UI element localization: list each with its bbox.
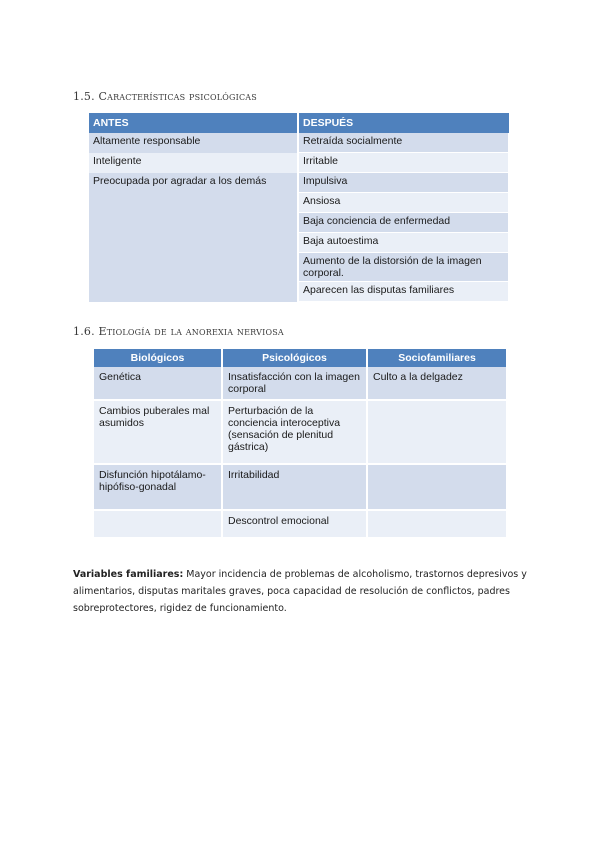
table-cell (367, 510, 506, 538)
table-cell: Disfunción hipotálamo-hipófiso-gonadal (94, 464, 222, 510)
antes-cell: Altamente responsable (89, 133, 298, 153)
table-cell: Genética (94, 367, 222, 400)
despues-cell: Impulsiva (298, 173, 509, 193)
family-variables-text: Mayor incidencia de problemas de alcoholismo, trastornos depresivos y alimentarios, disputas maritales graves, poca capacidad de resolución de conflictos, padres sobreprotectores, rigidez de funcionamiento. (73, 569, 527, 614)
despues-cell: Aumento de la distorsión de la imagen corporal. (298, 253, 509, 282)
table-cell: Irritabilidad (222, 464, 367, 510)
despues-cell: Baja conciencia de enfermedad (298, 213, 509, 233)
table-cell: Perturbación de la conciencia interoceptiva (sensación de plenitud gástrica) (222, 400, 367, 464)
despues-cell: Aparecen las disputas familiares (298, 282, 509, 302)
section-heading-etiology: 1.6. Etiología de la anorexia nerviosa (73, 325, 284, 338)
section-heading-psychological: 1.5. Características psicológicas (73, 90, 257, 103)
table-cell (367, 400, 506, 464)
table-cell (367, 464, 506, 510)
despues-cell: Irritable (298, 153, 509, 173)
despues-cell: Retraída socialmente (298, 133, 509, 153)
column-header-sociofamiliares: Sociofamiliares (367, 349, 506, 367)
table-cell: Cambios puberales mal asumidos (94, 400, 222, 464)
column-header-psicologicos: Psicológicos (222, 349, 367, 367)
column-header-antes: ANTES (89, 113, 298, 133)
despues-cell: Baja autoestima (298, 233, 509, 253)
table-cell: Culto a la delgadez (367, 367, 506, 400)
column-header-biologicos: Biológicos (94, 349, 222, 367)
table-cell (94, 510, 222, 538)
antes-cell: Preocupada por agradar a los demás (89, 173, 298, 302)
psychological-characteristics-table (89, 113, 510, 302)
family-variables-label: Variables familiares: (73, 569, 184, 580)
table-cell: Descontrol emocional (222, 510, 367, 538)
antes-cell: Inteligente (89, 153, 298, 173)
despues-cell: Ansiosa (298, 193, 509, 213)
etiology-table (94, 349, 506, 539)
column-header-despues: DESPUÉS (298, 113, 509, 133)
family-variables-paragraph (73, 566, 533, 617)
table-cell: Insatisfacción con la imagen corporal (222, 367, 367, 400)
